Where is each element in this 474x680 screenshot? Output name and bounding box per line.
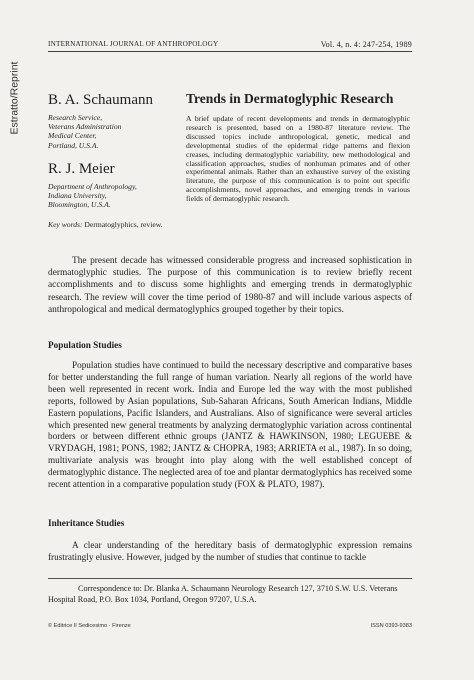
- affiliation-line: Veterans Administration: [48, 122, 122, 132]
- body-paragraph: Population studies have continued to build the necessary descriptive and comparative bases for better understanding the full range of human variation. Nearly all regions of the world have been well represented in recent work. India and Europe led the way with the most published reports, followed by Asian populations, Sub-Saharan Africans, South American Indians, Middle Eastern populations, Pacific Islanders, and Australians. Also of significance were several articles which presented new general treatments by analyzing dermatoglyphic variation across continental borders or between different ethnic groups (JANTZ & HAWKINSON, 1980; LEGUEBE & VRYDAGH, 1981; PONS, 1982; JANTZ & CHOPRA, 1983; ARRIETA et al., 1987). In so doing, multivariate analysis was brought into play along with the well established concept of dermatoglyphic distance. The neglected area of toe and plantar dermatoglyphics has received some recent attention in a comparative population study (FOX & PLATO, 1987).: [48, 360, 412, 490]
- affiliation-line: Bloomington, U.S.A.: [48, 200, 111, 210]
- publisher-note: © Editrice Il Sedicesimo · Firenze: [48, 623, 131, 629]
- page-footer: [48, 623, 412, 629]
- keywords: [48, 220, 183, 229]
- volume-info: Vol. 4, n. 4: 247-254, 1989: [320, 40, 412, 49]
- journal-name: INTERNATIONAL JOURNAL OF ANTHROPOLOGY: [48, 40, 219, 48]
- keywords-text: Dermatoglyphics, review.: [82, 220, 163, 230]
- affiliation-line: Research Service,: [48, 113, 103, 122]
- section-heading: Inheritance Studies: [48, 518, 125, 528]
- correspondence-note: Correspondence to: Dr. Blanka A. Schaumann Neurology Research 127, 3710 S.W. U.S. Veterans Hospital Road, P.O. Box 1034, Portland, Oregon 97207, U.S.A.: [48, 584, 398, 604]
- author-name: B. A. Schaumann: [48, 92, 153, 108]
- body-paragraph: A clear understanding of the hereditary basis of dermatoglyphic expression remains frustratingly elusive. However, judged by the number of studies that continue to tackle: [48, 540, 412, 562]
- affiliation-line: Indiana University,: [48, 191, 107, 201]
- article-title: Trends in Dermatoglyphic Research: [186, 91, 394, 106]
- affiliation-line: Medical Center,: [48, 131, 97, 141]
- reprint-stamp: Estratto/Reprint: [8, 61, 21, 135]
- issn: ISSN 0393-9383: [370, 623, 412, 629]
- section-heading: Population Studies: [48, 340, 122, 350]
- author-block: [48, 92, 183, 229]
- author-affiliation: [48, 113, 183, 150]
- footnote-rule: [48, 578, 412, 579]
- abstract: A brief update of recent developments and trends in dermatoglyphic research is presented, based on a 1980-87 literature review. The discussed topics include anthropological, genetic, medical and developmental studies of the epidermal ridge patterns and flexion creases, including dermatoglyphic variability, new methodological and classification approaches, studies of nonhuman primates and of other experimental animals. Rather than an exhaustive survey of the existing literature, the purpose of this communication is to point out specific accomplishments, novel approaches, and emerging trends in various fields of dermatoglyphic research.: [186, 114, 410, 204]
- header-rule: [48, 51, 412, 52]
- author-name: R. J. Meier: [48, 160, 115, 177]
- keywords-label: Key words:: [48, 220, 83, 230]
- intro-paragraph: The present decade has witnessed considerable progress and increased sophistication in dermatoglyphic studies. The purpose of this communication is to review briefly recent accomplishments and to discuss some highlights and emerging trends in dermatoglyphic research. The review will cover the time period of 1980-87 and will include various aspects of anthropological and medical dermatoglyphics grouped together by their topics.: [48, 256, 412, 315]
- affiliation-line: Department of Anthropology,: [48, 181, 137, 191]
- running-head: [48, 40, 412, 49]
- author-affiliation: [48, 182, 183, 210]
- affiliation-line: Portland, U.S.A.: [48, 140, 99, 150]
